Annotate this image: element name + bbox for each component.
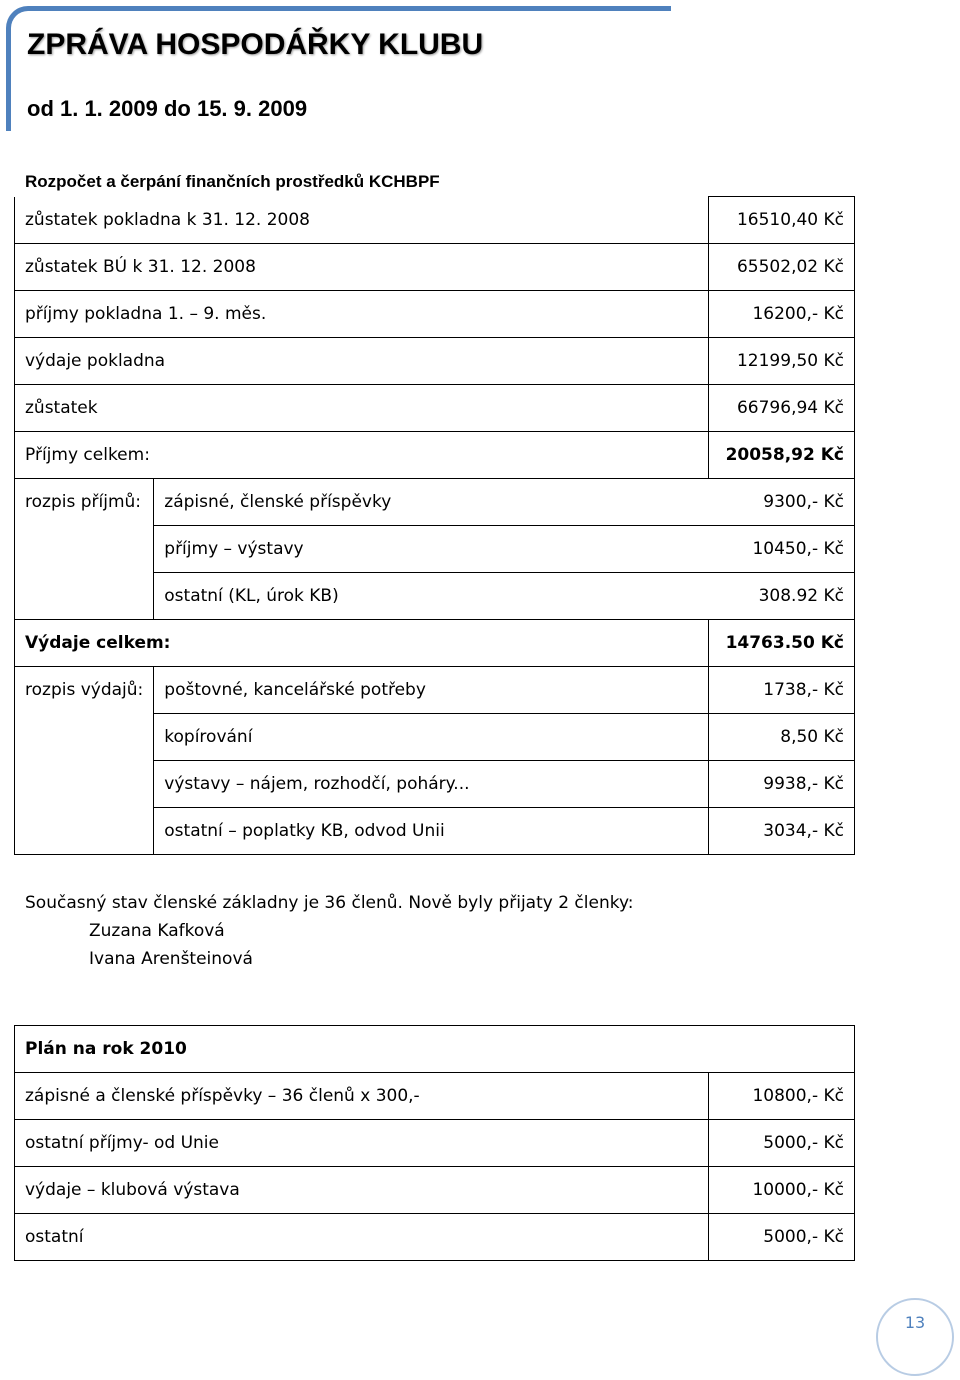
table-row	[15, 338, 855, 385]
expense-item-label: ostatní – poplatky KB, odvod Unii	[154, 808, 709, 855]
expense-item-label: kopírování	[154, 714, 709, 761]
income-item-value: 10450,- Kč	[709, 526, 855, 573]
members-section	[25, 889, 634, 973]
plan-row-value: 5000,- Kč	[709, 1214, 855, 1261]
report-period: od 1. 1. 2009 do 15. 9. 2009	[27, 96, 308, 121]
table-row	[15, 1120, 855, 1167]
budget-row-label: zůstatek pokladna k 31. 12. 2008	[15, 197, 709, 244]
new-member-name: Zuzana Kafková	[89, 921, 225, 941]
budget-table	[14, 196, 855, 855]
budget-row-label: výdaje pokladna	[15, 338, 709, 385]
expense-item-value: 1738,- Kč	[709, 667, 855, 714]
plan-row-label: zápisné a členské příspěvky – 36 členů x 300,-	[15, 1073, 709, 1120]
income-item-label: zápisné, členské příspěvky	[154, 479, 709, 526]
budget-row-label: zůstatek	[15, 385, 709, 432]
income-total-value: 20058,92 Kč	[709, 432, 855, 479]
budget-row-value: 65502,02 Kč	[709, 244, 855, 291]
table-row	[15, 479, 855, 526]
members-text: Současný stav členské základny je 36 členů. Nově byly přijaty 2 členky:	[25, 893, 634, 913]
plan-table	[14, 1025, 855, 1261]
table-row	[15, 526, 855, 573]
expense-item-value: 8,50 Kč	[709, 714, 855, 761]
table-row	[15, 1167, 855, 1214]
table-row	[15, 1026, 855, 1073]
table-row	[15, 1214, 855, 1261]
expense-total-label: Výdaje celkem:	[15, 620, 709, 667]
budget-caption: Rozpočet a čerpání finančních prostředků KCHBPF	[25, 172, 440, 191]
plan-row-label: ostatní	[15, 1214, 709, 1261]
budget-row-value: 66796,94 Kč	[709, 385, 855, 432]
plan-row-value: 5000,- Kč	[709, 1120, 855, 1167]
expense-breakdown-label: rozpis výdajů:	[15, 667, 154, 714]
plan-row-value: 10800,- Kč	[709, 1073, 855, 1120]
table-row	[15, 667, 855, 714]
table-row	[15, 291, 855, 338]
plan-title: Plán na rok 2010	[15, 1026, 855, 1073]
page-number: 13	[876, 1298, 954, 1376]
plan-row-label: ostatní příjmy- od Unie	[15, 1120, 709, 1167]
plan-row-value: 10000,- Kč	[709, 1167, 855, 1214]
new-member-name: Ivana Arenšteinová	[89, 949, 253, 969]
table-row	[15, 1073, 855, 1120]
table-row	[15, 573, 855, 620]
table-row	[15, 808, 855, 855]
table-row	[15, 244, 855, 291]
table-row	[15, 714, 855, 761]
table-row	[15, 385, 855, 432]
table-row	[15, 432, 855, 479]
budget-row-value: 16510,40 Kč	[709, 197, 855, 244]
income-item-label: ostatní (KL, úrok KB)	[154, 573, 709, 620]
income-total-label: Příjmy celkem:	[15, 432, 709, 479]
income-item-value: 9300,- Kč	[709, 479, 855, 526]
table-row	[15, 620, 855, 667]
income-breakdown-label: rozpis příjmů:	[15, 479, 154, 526]
budget-row-value: 12199,50 Kč	[709, 338, 855, 385]
table-row	[15, 761, 855, 808]
income-item-label: příjmy – výstavy	[154, 526, 709, 573]
budget-row-value: 16200,- Kč	[709, 291, 855, 338]
expense-item-value: 3034,- Kč	[709, 808, 855, 855]
expense-total-value: 14763.50 Kč	[709, 620, 855, 667]
expense-item-value: 9938,- Kč	[709, 761, 855, 808]
table-row	[15, 197, 855, 244]
expense-item-label: poštovné, kancelářské potřeby	[154, 667, 709, 714]
plan-row-label: výdaje – klubová výstava	[15, 1167, 709, 1214]
expense-item-label: výstavy – nájem, rozhodčí, poháry...	[154, 761, 709, 808]
budget-row-label: zůstatek BÚ k 31. 12. 2008	[15, 244, 709, 291]
budget-row-label: příjmy pokladna 1. – 9. měs.	[15, 291, 709, 338]
report-title: ZPRÁVA HOSPODÁŘKY KLUBU	[27, 28, 484, 61]
income-item-value: 308.92 Kč	[709, 573, 855, 620]
